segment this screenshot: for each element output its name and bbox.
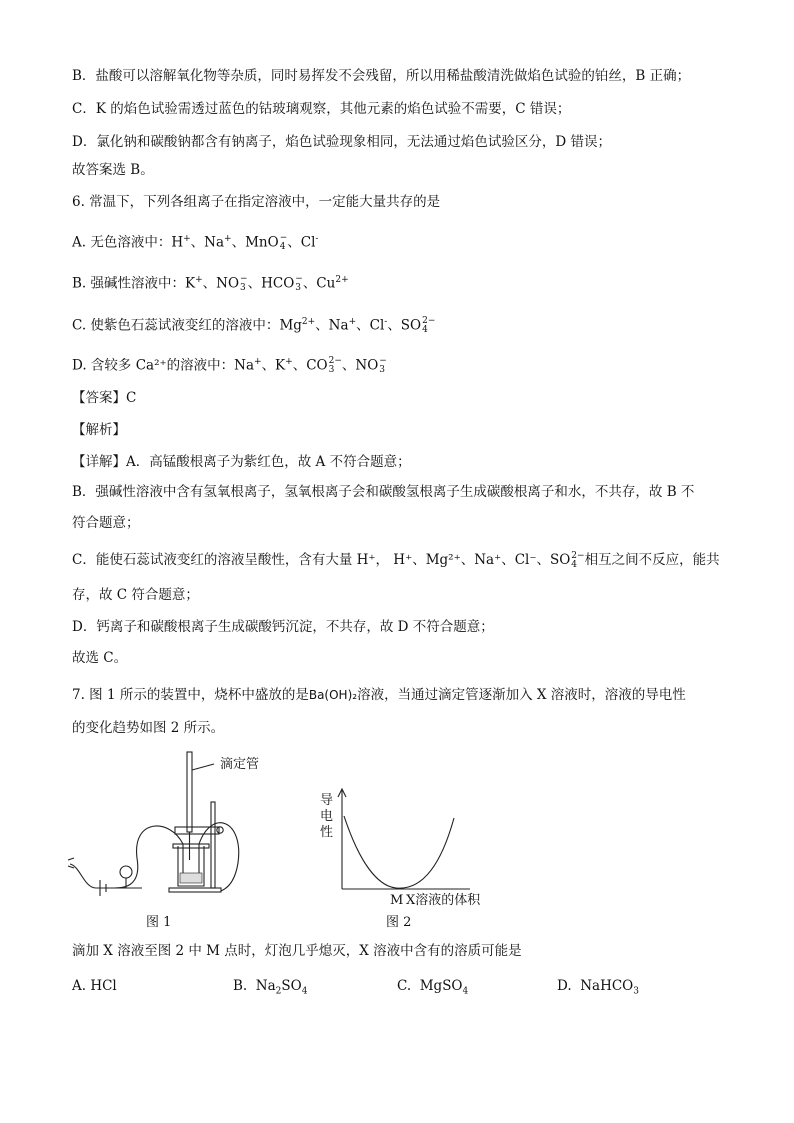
stand-rod [211,802,215,888]
bulb [120,866,132,878]
y-label-1: 导 [320,793,334,808]
q6-detail-b1: B．强碱性溶液中含有氢氧根离子，氢氧根离子会和碳酸氢根离子生成碳酸根离子和水，不共存，故 B 不 [72,484,695,500]
q7-option-b-letter: B. [233,978,248,994]
q6-option-c: C. 使紫色石蕊试液变红的溶液中：$Mg^{2+}$、Na+、Cl-、SO 2− 4 [72,316,436,335]
figure-1-caption: 图 1 [146,915,172,930]
q6-option-d: D. 含较多 Ca²⁺的溶液中：Na+、K+、CO 2− 3 、NO − 3 [72,356,387,375]
answer-value: C [126,390,137,406]
figure-2-caption: 图 2 [386,915,412,930]
burette-tube [187,752,192,832]
q6-option-b-prefix: B. 强碱性溶液中： [72,275,186,292]
q7-stem1-post: 溶液，当通过滴定管逐渐加入 X 溶液时，溶液的导电性 [357,687,686,703]
q6-stem: 6. 常温下，下列各组离子在指定溶液中，一定能大量共存的是 [72,194,441,210]
prev-answer: 故答案选 B。 [72,162,154,178]
q7-formula: Ba(OH)₂ [308,688,358,702]
burette-label: 滴定管 [220,757,260,772]
stand-base [169,888,221,892]
q7-option-c: C. MgSO$_4$ [397,978,469,997]
q6-detail-a [72,452,411,472]
q6-detail-c2: 存，故 C 符合题意； [72,587,199,603]
q6-detail-d: D．钙离子和碳酸根离子生成碳酸钙沉淀，不共存，故 D 不符合题意； [72,619,494,635]
q7-stem-line2: 的变化趋势如图 2 所示。 [72,720,225,736]
prev-line-b: B．盐酸可以溶解氧化物等杂质，同时易挥发不会残留，所以用稀盐酸清洗做焰色试验的铂丝，B 正确； [72,68,691,84]
q7-option-b: B. $Na_2SO_4$ [233,978,308,997]
q7-option-c-letter: C. [397,978,412,994]
q6-option-a: A. 无色溶液中：H+、Na+、MnO − 4 、Cl- [72,233,319,252]
q7-option-d-letter: D. [557,978,572,994]
answer-tag: 【答案】 [72,390,126,406]
burette-label-leader [192,764,214,770]
detail-c1-post: 相互之间不反应，能共 [584,552,720,568]
q6-option-b: B. 强碱性溶液中：K+、NO − 3 、HCO − 3 、$Cu^{2+}$ [72,274,349,293]
clamp-bar [175,827,219,834]
q7-option-a: A. HCl [72,978,117,994]
q6-option-c-prefix: C. 使紫色石蕊试液变红的溶液中： [72,317,280,334]
q6-option-a-prefix: A. 无色溶液中： [72,234,172,251]
figure-2-graph [300,784,510,934]
q6-option-d-prefix: D. 含较多 Ca²⁺的溶液中： [72,357,235,374]
q7-option-d: D. NaHCO$_3$ [557,978,639,997]
q6-conclusion: 故选 C。 [72,650,128,666]
conductivity-curve [344,816,454,888]
detail-tag: 【详解】 [72,454,126,470]
y-label-2: 电 [320,809,334,824]
q7-stem-line1 [72,685,686,705]
prev-line-c: C．K 的焰色试验需透过蓝色的钴玻璃观察，其他元素的焰色试验不需要，C 错误； [72,101,571,117]
x-axis-label: X溶液的体积 [406,893,481,908]
q6-analysis-tag: 【解析】 [72,422,126,438]
circuit-wire [114,826,183,888]
prev-line-d: D．氯化钠和碳酸钠都含有钠离子，焰色试验现象相同，无法通过焰色试验区分，D 错误； [72,134,611,150]
q6-answer [72,388,136,408]
q6-detail-b2: 符合题意； [72,515,140,531]
q7-question: 滴加 X 溶液至图 2 中 M 点时，灯泡几乎熄灭，X 溶液中含有的溶质可能是 [72,943,522,959]
figure-1-apparatus [62,748,272,933]
q6-detail-c1: C．能使石蕊试液变红的溶液呈酸性，含有大量 H⁺， H⁺、Mg²⁺、Na⁺、Cl⁻、SO 2− 4 相互之间不反应，能共 [72,550,720,570]
detail-c1-pre: C．能使石蕊试液变红的溶液呈酸性，含有大量 H⁺， H⁺、Mg²⁺、Na⁺、Cl⁻、SO [72,552,571,568]
point-m-label: M [390,893,404,908]
y-label-3: 性 [320,825,334,840]
q7-stem1-pre: 7. 图 1 所示的装置中，烧杯中盛放的是 [72,687,309,703]
detail-a-text: A．高锰酸根离子为紫红色，故 A 不符合题意； [126,454,411,470]
